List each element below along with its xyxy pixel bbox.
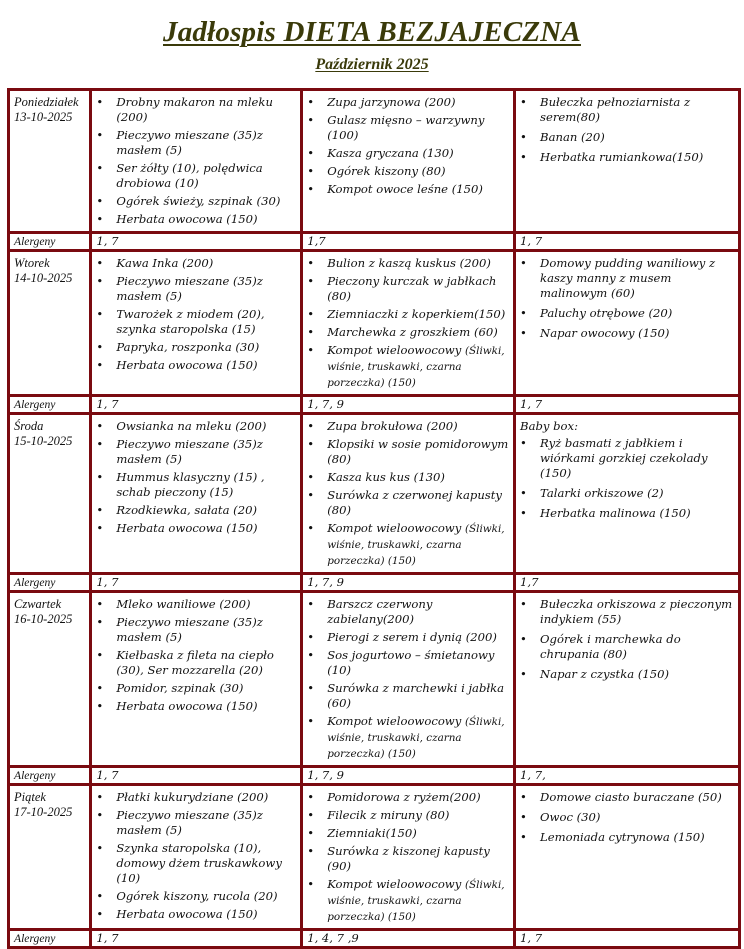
list-item (307, 95, 510, 110)
menu-item-text: Bułeczka orkiszowa z pieczonym indykiem (55) (540, 597, 733, 626)
breakfast-cell (91, 251, 302, 396)
menu-item-text: Owoc (30) (540, 810, 601, 824)
list-item (96, 503, 297, 518)
allergen-label: Alergeny (9, 396, 91, 414)
day-name: Piątek (14, 790, 46, 804)
menu-item-text: Pieczywo mieszane (35)z masłem (5) (116, 274, 263, 303)
list-item (96, 419, 297, 434)
menu-item-text: Owsianka na mleku (200) (116, 419, 267, 433)
allergen-value: 1, 7 (91, 574, 302, 592)
list-item (96, 907, 297, 922)
menu-item-text: Marchewka z groszkiem (60) (327, 325, 498, 339)
menu-item-text: Herbata owocowa (150) (116, 699, 258, 713)
menu-item-text: Domowe ciasto buraczane (50) (540, 790, 722, 804)
menu-item-text: Kasza kus kus (130) (327, 470, 445, 484)
menu-item-text: Rzodkiewka, sałata (20) (116, 503, 257, 517)
list-item (307, 597, 510, 627)
menu-item-text: Pieczywo mieszane (35)z masłem (5) (116, 128, 263, 157)
day-row (9, 90, 740, 233)
lunch-cell (302, 90, 515, 233)
allergen-label: Alergeny (9, 574, 91, 592)
allergen-value: 1, 4, 7 ,9 (302, 930, 515, 948)
page-title: Jadłospis DIETA BEZJAJECZNA (163, 16, 581, 48)
allergen-value: 1, 7 (515, 930, 740, 948)
day-date: 14-10-2025 (14, 271, 73, 285)
list-item (307, 419, 510, 434)
day-date: 15-10-2025 (14, 434, 73, 448)
menu-item-text: Zupa jarzynowa (200) (327, 95, 456, 109)
breakfast-cell (91, 785, 302, 930)
list-item (96, 521, 297, 536)
day-name: Poniedziałek (14, 95, 79, 109)
menu-item-text: Surówka z marchewki i jabłka (60) (327, 681, 505, 710)
menu-item-text: Drobny makaron na mleku (200) (116, 95, 273, 124)
menu-item-text: Ziemniaki(150) (327, 826, 417, 840)
menu-item-text: Płatki kukurydziane (200) (116, 790, 269, 804)
list-item (307, 307, 510, 322)
snack-cell (515, 90, 740, 233)
menu-item-text: Ogórek świeży, szpinak (30) (116, 194, 281, 208)
menu-item-text: Gulasz mięsno – warzywny (100) (327, 113, 485, 142)
day-cell (9, 785, 91, 930)
list-item (96, 212, 297, 227)
list-item (520, 306, 735, 321)
list-item (307, 826, 510, 841)
menu-item-text: Kompot wieloowocowy (327, 714, 462, 728)
allergen-row (9, 574, 740, 592)
list-item (520, 667, 735, 682)
breakfast-cell (91, 414, 302, 574)
list-item (520, 486, 735, 501)
menu-item-text: Kompot wieloowocowy (327, 521, 462, 535)
list-item (96, 681, 297, 696)
list-item (520, 830, 735, 845)
day-row (9, 785, 740, 930)
menu-item-text: Surówka z czerwonej kapusty (80) (327, 488, 502, 517)
list-item (307, 648, 510, 678)
snack-cell (515, 414, 740, 574)
snack-list (520, 95, 735, 165)
menu-item-text: Ser żółty (10), polędwica drobiowa (10) (116, 161, 263, 190)
snack-list (520, 597, 735, 682)
menu-item-text: Herbata owocowa (150) (116, 907, 258, 921)
menu-item-text: Surówka z kiszonej kapusty (90) (327, 844, 490, 873)
list-item (307, 681, 510, 711)
menu-item-text: Banan (20) (540, 130, 605, 144)
list-item (520, 95, 735, 125)
list-item (520, 810, 735, 825)
list-item (96, 274, 297, 304)
menu-item-text: Twarożek z miodem (20), szynka staropolska (15) (116, 307, 265, 336)
menu-item-text: Ogórek kiszony (80) (327, 164, 446, 178)
day-name: Czwartek (14, 597, 62, 611)
list-item (520, 632, 735, 662)
breakfast-list (96, 597, 297, 714)
menu-item-text: Herbata owocowa (150) (116, 212, 258, 226)
list-item (96, 194, 297, 209)
list-item (307, 437, 510, 467)
day-name: Środa (14, 419, 44, 433)
day-row (9, 414, 740, 574)
menu-item-text: Kompot wieloowocowy (327, 343, 462, 357)
list-item (96, 340, 297, 355)
day-cell (9, 414, 91, 574)
menu-item-text: Lemoniada cytrynowa (150) (540, 830, 705, 844)
menu-item-text: Szynka staropolska (10), domowy dżem truskawkowy (10) (116, 841, 282, 885)
menu-item-text: Domowy pudding waniliowy z kaszy manny z musem malinowym (60) (540, 256, 716, 300)
lunch-note: (Śliwki, wiśnie, truskawki, czarna porzeczka) (150) (327, 523, 505, 567)
list-item (307, 113, 510, 143)
list-item (307, 164, 510, 179)
day-row (9, 251, 740, 396)
menu-item-text: Pomidor, szpinak (30) (116, 681, 244, 695)
menu-item-text: Klopsiki w sosie pomidorowym (80) (327, 437, 509, 466)
page-subtitle: Październik 2025 (315, 56, 429, 73)
allergen-value: 1, 7, 9 (302, 574, 515, 592)
allergen-value: 1, 7 (91, 767, 302, 785)
list-item (520, 326, 735, 341)
list-item (307, 630, 510, 645)
day-date: 17-10-2025 (14, 805, 73, 819)
menu-item-text: Filecik z miruny (80) (327, 808, 450, 822)
list-item (96, 615, 297, 645)
menu-item-text: Barszcz czerwony zabielany(200) (327, 597, 433, 626)
list-item (96, 437, 297, 467)
menu-item-text: Kasza gryczana (130) (327, 146, 454, 160)
menu-item-text: Kompot owoce leśne (150) (327, 182, 483, 196)
snack-cell (515, 592, 740, 767)
breakfast-cell (91, 592, 302, 767)
list-item (307, 256, 510, 271)
menu-item-text: Pieczywo mieszane (35)z masłem (5) (116, 615, 263, 644)
list-item (307, 488, 510, 518)
list-item (307, 470, 510, 485)
allergen-label: Alergeny (9, 930, 91, 948)
allergen-value: 1,7 (302, 233, 515, 251)
menu-item-text: Talarki orkiszowe (2) (540, 486, 664, 500)
day-name: Wtorek (14, 256, 50, 270)
list-item (96, 790, 297, 805)
menu-item-text: Zupa brokułowa (200) (327, 419, 458, 433)
allergen-label: Alergeny (9, 233, 91, 251)
snack-list (520, 436, 735, 521)
lunch-list (307, 597, 510, 762)
list-item (307, 182, 510, 197)
menu-item-text: Paluchy otrębowe (20) (540, 306, 673, 320)
day-cell (9, 251, 91, 396)
menu-item-text: Kawa Inka (200) (116, 256, 214, 270)
menu-item-text: Pierogi z serem i dynią (200) (327, 630, 497, 644)
lunch-cell (302, 592, 515, 767)
menu-item-text: Papryka, roszponka (30) (116, 340, 260, 354)
allergen-value: 1, 7, 9 (302, 396, 515, 414)
snack-list (520, 256, 735, 341)
menu-item-text: Bułeczka pełnoziarnista z serem(80) (540, 95, 691, 124)
list-item (96, 808, 297, 838)
breakfast-cell (91, 90, 302, 233)
list-item (520, 130, 735, 145)
menu-item-text: Ogórek i marchewka do chrupania (80) (540, 632, 681, 661)
day-date: 13-10-2025 (14, 110, 73, 124)
menu-item-text: Hummus klasyczny (15) , schab pieczony (15) (116, 470, 265, 499)
menu-item-text: Pieczony kurczak w jabłkach (80) (327, 274, 497, 303)
list-item (307, 808, 510, 823)
list-item (96, 597, 297, 612)
menu-item-text: Sos jogurtowo – śmietanowy (10) (327, 648, 495, 677)
breakfast-list (96, 95, 297, 227)
breakfast-list (96, 790, 297, 922)
lunch-cell (302, 251, 515, 396)
lunch-note: (Śliwki, wiśnie, truskawki, czarna porzeczka) (150) (327, 345, 505, 389)
menu-item-text: Pieczywo mieszane (35)z masłem (5) (116, 808, 263, 837)
menu-item-text: Napar owocowy (150) (540, 326, 670, 340)
day-cell (9, 592, 91, 767)
allergen-row (9, 767, 740, 785)
list-item (520, 436, 735, 481)
lunch-list (307, 419, 510, 569)
breakfast-list (96, 256, 297, 373)
list-item (307, 325, 510, 340)
menu-item-text: Pieczywo mieszane (35)z masłem (5) (116, 437, 263, 466)
list-item (520, 506, 735, 521)
lunch-list (307, 790, 510, 925)
snack-list (520, 790, 735, 845)
list-item (307, 146, 510, 161)
menu-item-text: Herbatka rumiankowa(150) (540, 150, 704, 164)
menu-item-text: Ziemniaczki z koperkiem(150) (327, 307, 506, 321)
snack-cell (515, 785, 740, 930)
list-item (307, 521, 510, 569)
list-item (96, 256, 297, 271)
day-row (9, 592, 740, 767)
list-item (96, 161, 297, 191)
menu-item-text: Pomidorowa z ryżem(200) (327, 790, 481, 804)
menu-item-text: Mleko waniliowe (200) (116, 597, 251, 611)
allergen-value: 1, 7 (91, 396, 302, 414)
list-item (307, 343, 510, 391)
lunch-list (307, 95, 510, 197)
allergen-label: Alergeny (9, 767, 91, 785)
list-item (307, 714, 510, 762)
lunch-note: (Śliwki, wiśnie, truskawki, czarna porzeczka) (150) (327, 879, 505, 923)
day-cell (9, 90, 91, 233)
menu-item-text: Kiełbaska z fileta na ciepło (30), Ser mozzarella (20) (116, 648, 274, 677)
list-item (96, 648, 297, 678)
lunch-note: (Śliwki, wiśnie, truskawki, czarna porzeczka) (150) (327, 716, 505, 760)
menu-table (7, 88, 741, 949)
menu-item-text: Herbata owocowa (150) (116, 358, 258, 372)
menu-item-text: Herbatka malinowa (150) (540, 506, 691, 520)
list-item (520, 256, 735, 301)
list-item (96, 128, 297, 158)
allergen-row (9, 233, 740, 251)
list-item (520, 790, 735, 805)
menu-item-text: Bulion z kaszą kuskus (200) (327, 256, 491, 270)
menu-item-text: Kompot wieloowocowy (327, 877, 462, 891)
allergen-value: 1,7 (515, 574, 740, 592)
list-item (307, 274, 510, 304)
allergen-row (9, 930, 740, 948)
list-item (307, 877, 510, 925)
list-item (96, 358, 297, 373)
list-item (307, 844, 510, 874)
allergen-value: 1, 7 (515, 396, 740, 414)
menu-item-text: Napar z czystka (150) (540, 667, 670, 681)
allergen-value: 1, 7, 9 (302, 767, 515, 785)
day-date: 16-10-2025 (14, 612, 73, 626)
list-item (96, 307, 297, 337)
allergen-value: 1, 7 (515, 233, 740, 251)
lunch-cell (302, 414, 515, 574)
list-item (96, 699, 297, 714)
menu-item-text: Herbata owocowa (150) (116, 521, 258, 535)
list-item (96, 95, 297, 125)
list-item (307, 790, 510, 805)
allergen-value: 1, 7, (515, 767, 740, 785)
list-item (96, 889, 297, 904)
list-item (96, 470, 297, 500)
snack-heading: Baby box: (520, 419, 578, 433)
menu-item-text: Ogórek kiszony, rucola (20) (116, 889, 278, 903)
menu-item-text: Ryż basmati z jabłkiem i wiórkami gorzkiej czekolady (150) (540, 436, 708, 480)
list-item (520, 597, 735, 627)
allergen-value: 1, 7 (91, 233, 302, 251)
lunch-list (307, 256, 510, 391)
lunch-cell (302, 785, 515, 930)
list-item (520, 150, 735, 165)
allergen-value: 1, 7 (91, 930, 302, 948)
list-item (96, 841, 297, 886)
snack-cell (515, 251, 740, 396)
breakfast-list (96, 419, 297, 536)
allergen-row (9, 396, 740, 414)
